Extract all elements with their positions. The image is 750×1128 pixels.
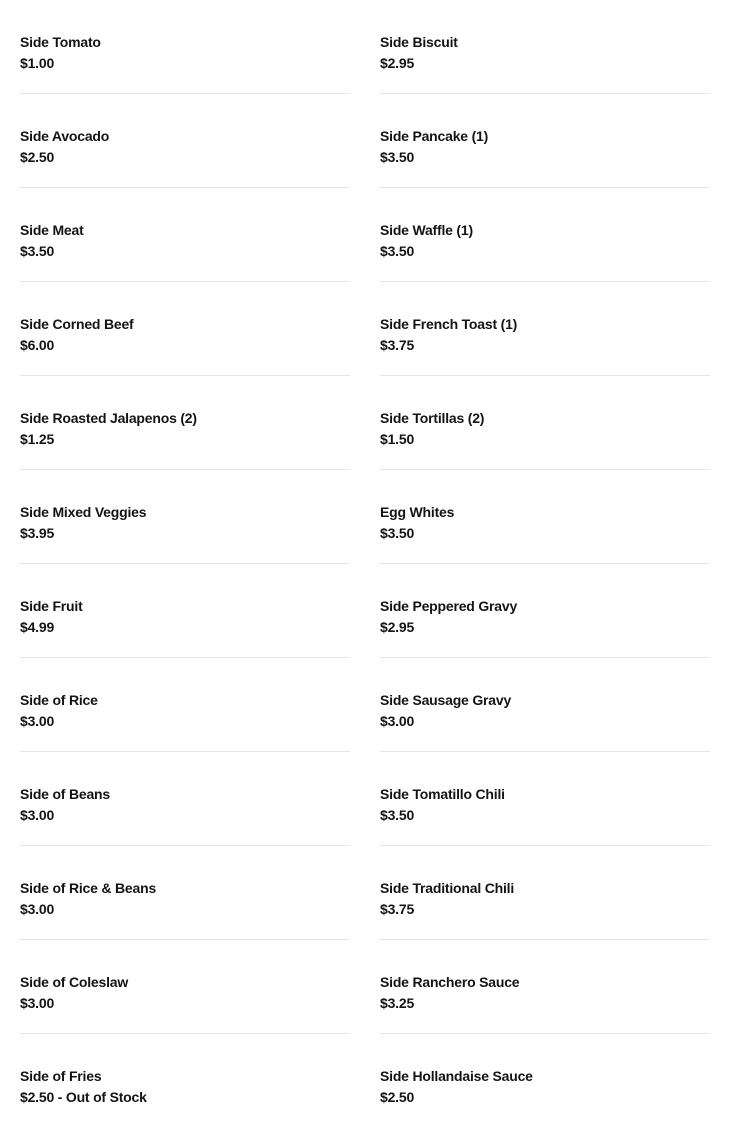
- item-price: $3.00: [20, 995, 55, 1011]
- item-price: $3.00: [20, 713, 55, 729]
- menu-item-side-french-toast[interactable]: [380, 282, 710, 376]
- menu-item-side-of-rice-and-beans[interactable]: [20, 846, 350, 940]
- item-name: Side of Beans: [20, 786, 110, 802]
- item-price: $2.50 - Out of Stock: [20, 1089, 147, 1105]
- item-name: Side Tortillas (2): [380, 410, 485, 426]
- menu-item-side-tomato[interactable]: [20, 0, 350, 94]
- item-name: Side of Rice: [20, 692, 98, 708]
- item-price: $2.95: [380, 55, 415, 71]
- menu-item-side-ranchero-sauce[interactable]: [380, 940, 710, 1034]
- item-price: $3.75: [380, 901, 415, 917]
- item-price: $1.50: [380, 431, 415, 447]
- item-name: Side Roasted Jalapenos (2): [20, 410, 197, 426]
- menu-item-egg-whites[interactable]: [380, 470, 710, 564]
- item-name: Side Meat: [20, 222, 84, 238]
- item-price: $3.50: [380, 525, 415, 541]
- item-name: Side of Rice & Beans: [20, 880, 157, 896]
- item-name: Side Sausage Gravy: [380, 692, 512, 708]
- menu-item-side-avocado[interactable]: [20, 94, 350, 188]
- menu-item-side-waffle[interactable]: [380, 188, 710, 282]
- item-price: $3.95: [20, 525, 55, 541]
- menu-item-side-peppered-gravy[interactable]: [380, 564, 710, 658]
- item-price: $3.00: [20, 807, 55, 823]
- menu-item-side-pancake[interactable]: [380, 94, 710, 188]
- item-name: Side Traditional Chili: [380, 880, 515, 896]
- item-price: $3.00: [380, 713, 415, 729]
- item-price: $1.25: [20, 431, 55, 447]
- item-name: Side Hollandaise Sauce: [380, 1068, 533, 1084]
- menu-item-side-sausage-gravy[interactable]: [380, 658, 710, 752]
- item-price: $3.50: [20, 243, 55, 259]
- item-name: Side Ranchero Sauce: [380, 974, 520, 990]
- menu-item-side-tomatillo-chili[interactable]: [380, 752, 710, 846]
- item-price: $2.50: [20, 149, 55, 165]
- menu-item-side-of-coleslaw[interactable]: [20, 940, 350, 1034]
- item-name: Side Tomato: [20, 34, 101, 50]
- item-price: $2.50: [380, 1089, 415, 1105]
- item-price: $3.25: [380, 995, 415, 1011]
- menu-item-side-biscuit[interactable]: [380, 0, 710, 94]
- menu-item-side-hollandaise-sauce[interactable]: [380, 1034, 710, 1128]
- item-price: $3.00: [20, 901, 55, 917]
- menu-item-side-traditional-chili[interactable]: [380, 846, 710, 940]
- item-name: Side of Coleslaw: [20, 974, 129, 990]
- item-price: $2.95: [380, 619, 415, 635]
- item-name: Side Avocado: [20, 128, 110, 144]
- item-name: Side of Fries: [20, 1068, 102, 1084]
- item-name: Egg Whites: [380, 504, 455, 520]
- item-name: Side French Toast (1): [380, 316, 518, 332]
- item-price: $4.99: [20, 619, 55, 635]
- menu-item-side-of-beans[interactable]: [20, 752, 350, 846]
- menu-item-side-roasted-jalapenos[interactable]: [20, 376, 350, 470]
- item-name: Side Mixed Veggies: [20, 504, 147, 520]
- item-price: $1.00: [20, 55, 55, 71]
- item-name: Side Corned Beef: [20, 316, 134, 332]
- item-price: $3.50: [380, 243, 415, 259]
- menu-item-side-tortillas[interactable]: [380, 376, 710, 470]
- item-name: Side Tomatillo Chili: [380, 786, 505, 802]
- item-price: $3.75: [380, 337, 415, 353]
- item-name: Side Peppered Gravy: [380, 598, 518, 614]
- menu-item-side-fruit[interactable]: [20, 564, 350, 658]
- item-name: Side Waffle (1): [380, 222, 473, 238]
- menu-item-side-corned-beef[interactable]: [20, 282, 350, 376]
- item-name: Side Pancake (1): [380, 128, 489, 144]
- item-price: $3.50: [380, 149, 415, 165]
- item-price: $6.00: [20, 337, 55, 353]
- item-price: $3.50: [380, 807, 415, 823]
- item-name: Side Fruit: [20, 598, 83, 614]
- menu-item-side-meat[interactable]: [20, 188, 350, 282]
- menu-item-side-of-fries[interactable]: [20, 1034, 350, 1128]
- menu-item-side-of-rice[interactable]: [20, 658, 350, 752]
- menu-item-side-mixed-veggies[interactable]: [20, 470, 350, 564]
- item-name: Side Biscuit: [380, 34, 458, 50]
